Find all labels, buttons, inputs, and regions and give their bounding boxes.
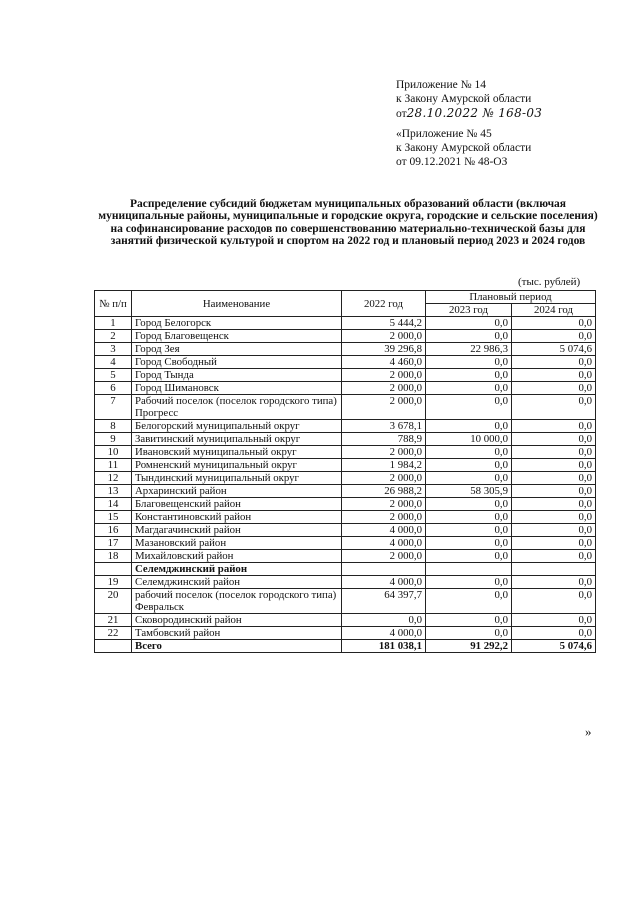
row-number: 12 xyxy=(95,472,132,485)
row-2023: 0,0 xyxy=(426,576,512,589)
total-label: Всего xyxy=(132,640,342,653)
row-2022: 1 984,2 xyxy=(342,459,426,472)
handwritten-date: 28.10.2022 № 168-03 xyxy=(406,106,543,120)
row-2023: 0,0 xyxy=(426,589,512,614)
row-2024: 5 074,6 xyxy=(512,343,596,356)
row-2024: 0,0 xyxy=(512,382,596,395)
row-number: 10 xyxy=(95,446,132,459)
row-2024: 0,0 xyxy=(512,498,596,511)
row-number: 15 xyxy=(95,511,132,524)
row-name: Ивановский муниципальный округ xyxy=(132,446,342,459)
table-row xyxy=(95,330,596,343)
row-2024: 0,0 xyxy=(512,369,596,382)
row-number: 13 xyxy=(95,485,132,498)
row-2024: 0,0 xyxy=(512,317,596,330)
header-2023: 2023 год xyxy=(426,304,512,317)
row-name: Благовещенский район xyxy=(132,498,342,511)
row-2023: 22 986,3 xyxy=(426,343,512,356)
row-2023: 0,0 xyxy=(426,317,512,330)
total-2024: 5 074,6 xyxy=(512,640,596,653)
header-name: Наименование xyxy=(132,291,342,317)
units-label: (тыс. рублей) xyxy=(518,276,581,288)
appendix-law: к Закону Амурской области xyxy=(396,93,532,105)
row-number: 5 xyxy=(95,369,132,382)
row-2024: 0,0 xyxy=(512,433,596,446)
row-2022: 26 988,2 xyxy=(342,485,426,498)
row-2023: 0,0 xyxy=(426,550,512,563)
row-number: 16 xyxy=(95,524,132,537)
row-2022: 0,0 xyxy=(342,614,426,627)
row-2024: 0,0 xyxy=(512,511,596,524)
row-number: 11 xyxy=(95,459,132,472)
row-2023: 0,0 xyxy=(426,382,512,395)
appendix-header xyxy=(396,78,542,121)
row-2024: 0,0 xyxy=(512,446,596,459)
row-2022: 2 000,0 xyxy=(342,511,426,524)
row-2022: 2 000,0 xyxy=(342,369,426,382)
row-2022: 4 460,0 xyxy=(342,356,426,369)
table-row xyxy=(95,420,596,433)
table-row xyxy=(95,382,596,395)
group-row xyxy=(95,563,596,576)
row-2023: 0,0 xyxy=(426,446,512,459)
row-2023: 0,0 xyxy=(426,627,512,640)
group-label: Селемджинский район xyxy=(132,563,342,576)
row-2023: 0,0 xyxy=(426,498,512,511)
row-2023: 0,0 xyxy=(426,459,512,472)
row-name: Тындинский муниципальный округ xyxy=(132,472,342,485)
row-name: Завитинский муниципальный округ xyxy=(132,433,342,446)
row-2022: 5 444,2 xyxy=(342,317,426,330)
row-2024: 0,0 xyxy=(512,524,596,537)
row-name: Город Белогорск xyxy=(132,317,342,330)
total-2022: 181 038,1 xyxy=(342,640,426,653)
table-row xyxy=(95,498,596,511)
row-number: 14 xyxy=(95,498,132,511)
date-prefix: от xyxy=(396,108,407,120)
row-name: Сковородинский район xyxy=(132,614,342,627)
header-2022: 2022 год xyxy=(342,291,426,317)
row-2024: 0,0 xyxy=(512,472,596,485)
row-name: Город Зея xyxy=(132,343,342,356)
table-row xyxy=(95,446,596,459)
row-number: 4 xyxy=(95,356,132,369)
table-row xyxy=(95,614,596,627)
row-2024: 0,0 xyxy=(512,420,596,433)
table-row xyxy=(95,589,596,614)
table-row xyxy=(95,524,596,537)
row-2024: 0,0 xyxy=(512,459,596,472)
row-name: Тамбовский район xyxy=(132,627,342,640)
row-name: Рабочий поселок (поселок городского типа) Прогресс xyxy=(132,395,342,420)
row-name: Мазановский район xyxy=(132,537,342,550)
header-2024: 2024 год xyxy=(512,304,596,317)
row-2023: 0,0 xyxy=(426,614,512,627)
row-2022: 2 000,0 xyxy=(342,446,426,459)
table-row xyxy=(95,369,596,382)
row-2023: 0,0 xyxy=(426,511,512,524)
row-name: Город Тында xyxy=(132,369,342,382)
row-2023: 58 305,9 xyxy=(426,485,512,498)
row-name: Белогорский муниципальный округ xyxy=(132,420,342,433)
row-2023: 0,0 xyxy=(426,369,512,382)
table-row xyxy=(95,537,596,550)
row-2023: 0,0 xyxy=(426,524,512,537)
row-name: Селемджинский район xyxy=(132,576,342,589)
table-row xyxy=(95,576,596,589)
row-name: Город Шимановск xyxy=(132,382,342,395)
table-row xyxy=(95,395,596,420)
row-2024: 0,0 xyxy=(512,589,596,614)
row-number: 3 xyxy=(95,343,132,356)
row-name: Магдагачинский район xyxy=(132,524,342,537)
old-appendix-header xyxy=(396,127,531,169)
subsidy-table xyxy=(94,290,596,653)
row-2022: 64 397,7 xyxy=(342,589,426,614)
row-name: Ромненский муниципальный округ xyxy=(132,459,342,472)
row-number: 21 xyxy=(95,614,132,627)
row-name: Архаринский район xyxy=(132,485,342,498)
row-2023: 0,0 xyxy=(426,395,512,420)
row-2023: 0,0 xyxy=(426,420,512,433)
row-name: Город Свободный xyxy=(132,356,342,369)
row-2022: 2 000,0 xyxy=(342,498,426,511)
row-2024: 0,0 xyxy=(512,485,596,498)
row-2022: 4 000,0 xyxy=(342,627,426,640)
row-2022: 3 678,1 xyxy=(342,420,426,433)
row-number: 18 xyxy=(95,550,132,563)
closing-quote: » xyxy=(585,724,592,739)
row-2022: 2 000,0 xyxy=(342,395,426,420)
row-number: 17 xyxy=(95,537,132,550)
table-row xyxy=(95,343,596,356)
row-2022: 4 000,0 xyxy=(342,576,426,589)
table-row xyxy=(95,472,596,485)
row-2024: 0,0 xyxy=(512,330,596,343)
row-2023: 0,0 xyxy=(426,330,512,343)
row-2024: 0,0 xyxy=(512,550,596,563)
row-2022: 2 000,0 xyxy=(342,472,426,485)
row-2024: 0,0 xyxy=(512,537,596,550)
row-2024: 0,0 xyxy=(512,356,596,369)
row-number: 7 xyxy=(95,395,132,420)
row-name: рабочий поселок (поселок городского типа) Февральск xyxy=(132,589,342,614)
row-name: Михайловский район xyxy=(132,550,342,563)
table-row xyxy=(95,317,596,330)
row-2023: 0,0 xyxy=(426,537,512,550)
table-row xyxy=(95,459,596,472)
document-title: Распределение субсидий бюджетам муниципальных образований области (включая муниципальные районы, муниципальные и городские округа, городские и сельские поселения) на софинансирование расходов по совершенствованию материально-технической базы для занятий физической культурой и спортом на 2022 год и плановый период 2023 и 2024 годов xyxy=(98,198,598,248)
table-row xyxy=(95,550,596,563)
row-2022: 4 000,0 xyxy=(342,537,426,550)
table-row xyxy=(95,356,596,369)
row-name: Константиновский район xyxy=(132,511,342,524)
row-number: 19 xyxy=(95,576,132,589)
row-2023: 0,0 xyxy=(426,356,512,369)
row-2022: 2 000,0 xyxy=(342,382,426,395)
row-2024: 0,0 xyxy=(512,395,596,420)
table-row xyxy=(95,485,596,498)
row-2023: 0,0 xyxy=(426,472,512,485)
row-number: 9 xyxy=(95,433,132,446)
old-appendix-number: «Приложение № 45 xyxy=(396,128,492,140)
row-2022: 788,9 xyxy=(342,433,426,446)
row-2024: 0,0 xyxy=(512,614,596,627)
row-2024: 0,0 xyxy=(512,627,596,640)
row-2023: 10 000,0 xyxy=(426,433,512,446)
table-row xyxy=(95,627,596,640)
total-2023: 91 292,2 xyxy=(426,640,512,653)
row-number: 8 xyxy=(95,420,132,433)
old-appendix-date: от 09.12.2021 № 48-ОЗ xyxy=(396,156,508,168)
row-2022: 2 000,0 xyxy=(342,330,426,343)
header-number: № п/п xyxy=(95,291,132,317)
row-2022: 4 000,0 xyxy=(342,524,426,537)
old-appendix-law: к Закону Амурской области xyxy=(396,142,532,154)
appendix-number: Приложение № 14 xyxy=(396,79,486,91)
table-row xyxy=(95,433,596,446)
header-plan-period: Плановый период xyxy=(426,291,596,304)
row-2024: 0,0 xyxy=(512,576,596,589)
appendix-date xyxy=(396,106,542,121)
row-name: Город Благовещенск xyxy=(132,330,342,343)
table-row xyxy=(95,511,596,524)
row-2022: 2 000,0 xyxy=(342,550,426,563)
row-2022: 39 296,8 xyxy=(342,343,426,356)
row-number: 20 xyxy=(95,589,132,614)
row-number: 22 xyxy=(95,627,132,640)
row-number: 1 xyxy=(95,317,132,330)
row-number: 2 xyxy=(95,330,132,343)
row-number: 6 xyxy=(95,382,132,395)
total-row xyxy=(95,640,596,653)
